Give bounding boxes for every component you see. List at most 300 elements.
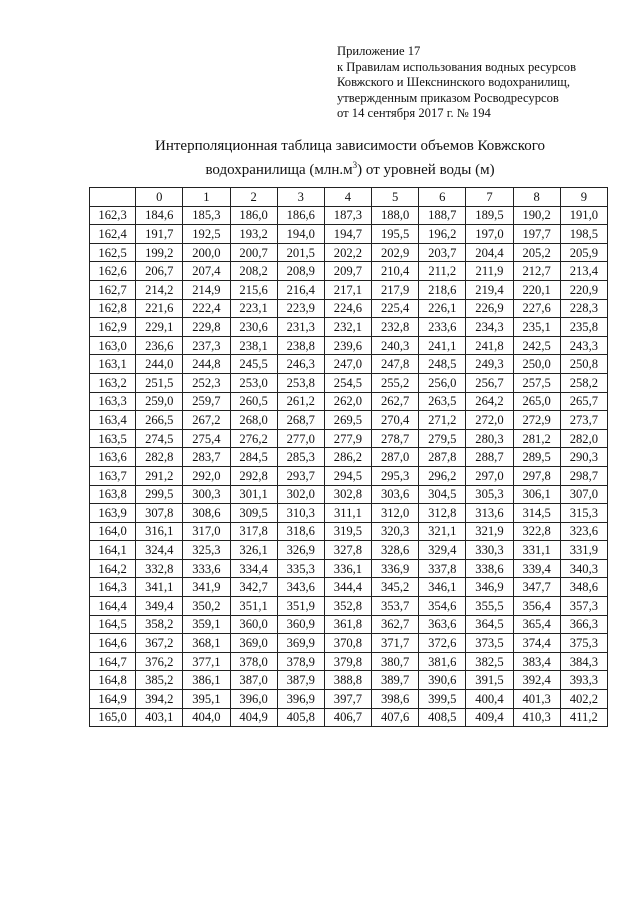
volume-cell: 387,9 <box>277 671 324 690</box>
volume-cell: 262,7 <box>372 392 419 411</box>
volume-cell: 235,8 <box>560 318 607 337</box>
table-row <box>90 578 608 597</box>
volume-cell: 292,8 <box>230 466 277 485</box>
volume-cell: 263,5 <box>419 392 466 411</box>
volume-cell: 201,5 <box>277 243 324 262</box>
volume-cell: 307,8 <box>136 504 183 523</box>
volume-cell: 282,0 <box>560 429 607 448</box>
volume-cell: 290,3 <box>560 448 607 467</box>
volume-cell: 362,7 <box>372 615 419 634</box>
volume-cell: 297,8 <box>513 466 560 485</box>
volume-cell: 287,8 <box>419 448 466 467</box>
volume-cell: 305,3 <box>466 485 513 504</box>
volume-cell: 310,3 <box>277 504 324 523</box>
volume-cell: 241,1 <box>419 336 466 355</box>
volume-cell: 368,1 <box>183 634 230 653</box>
volume-cell: 186,0 <box>230 206 277 225</box>
volume-cell: 336,9 <box>372 559 419 578</box>
volume-cell: 369,0 <box>230 634 277 653</box>
volume-cell: 343,6 <box>277 578 324 597</box>
volume-cell: 351,9 <box>277 597 324 616</box>
volume-cell: 240,3 <box>372 336 419 355</box>
volume-cell: 259,7 <box>183 392 230 411</box>
volume-cell: 354,6 <box>419 597 466 616</box>
volume-cell: 406,7 <box>324 708 371 727</box>
volume-cell: 190,2 <box>513 206 560 225</box>
volume-cell: 298,7 <box>560 466 607 485</box>
volume-cell: 261,2 <box>277 392 324 411</box>
title-line-2-end: ) от уровней воды (м) <box>357 162 495 178</box>
volume-cell: 372,6 <box>419 634 466 653</box>
volume-cell: 268,7 <box>277 411 324 430</box>
volume-cell: 230,6 <box>230 318 277 337</box>
volume-cell: 312,0 <box>372 504 419 523</box>
document-title <box>90 137 610 180</box>
table-row <box>90 243 608 262</box>
volume-cell: 206,7 <box>136 262 183 281</box>
volume-cell: 299,5 <box>136 485 183 504</box>
volume-cell: 184,6 <box>136 206 183 225</box>
volume-cell: 285,3 <box>277 448 324 467</box>
volume-cell: 363,6 <box>419 615 466 634</box>
volume-cell: 277,0 <box>277 429 324 448</box>
volume-cell: 214,9 <box>183 280 230 299</box>
table-row <box>90 671 608 690</box>
volume-cell: 217,9 <box>372 280 419 299</box>
volume-cell: 333,6 <box>183 559 230 578</box>
volume-cell: 308,6 <box>183 504 230 523</box>
water-level-cell: 162,7 <box>90 280 136 299</box>
volume-cell: 389,7 <box>372 671 419 690</box>
volume-cell: 267,2 <box>183 411 230 430</box>
volume-cell: 293,7 <box>277 466 324 485</box>
volume-cell: 396,9 <box>277 690 324 709</box>
volume-cell: 411,2 <box>560 708 607 727</box>
title-line-2-start: водохранилища (млн.м <box>205 162 353 178</box>
volume-cell: 218,6 <box>419 280 466 299</box>
volume-cell: 250,8 <box>560 355 607 374</box>
volume-cell: 269,5 <box>324 411 371 430</box>
volume-cell: 304,5 <box>419 485 466 504</box>
volume-cell: 295,3 <box>372 466 419 485</box>
volume-cell: 315,3 <box>560 504 607 523</box>
volume-cell: 311,1 <box>324 504 371 523</box>
volume-cell: 294,5 <box>324 466 371 485</box>
volume-cell: 370,8 <box>324 634 371 653</box>
volume-cell: 319,5 <box>324 522 371 541</box>
volume-cell: 254,5 <box>324 373 371 392</box>
appendix-line: Ковжского и Шекснинского водохранилищ, <box>337 75 570 90</box>
volume-cell: 291,2 <box>136 466 183 485</box>
volume-cell: 399,5 <box>419 690 466 709</box>
water-level-cell: 163,8 <box>90 485 136 504</box>
title-line-1: Интерполяционная таблица зависимости объемов Ковжского <box>155 138 545 154</box>
volume-cell: 194,0 <box>277 225 324 244</box>
table-row <box>90 466 608 485</box>
cubic-superscript: 3 <box>352 160 358 170</box>
water-level-cell: 162,9 <box>90 318 136 337</box>
volume-cell: 336,1 <box>324 559 371 578</box>
volume-cell: 245,5 <box>230 355 277 374</box>
table-body <box>90 188 608 727</box>
volume-cell: 259,0 <box>136 392 183 411</box>
volume-cell: 388,8 <box>324 671 371 690</box>
water-level-cell: 164,7 <box>90 652 136 671</box>
volume-cell: 194,7 <box>324 225 371 244</box>
water-level-cell: 162,4 <box>90 225 136 244</box>
table-row <box>90 373 608 392</box>
volume-cell: 188,0 <box>372 206 419 225</box>
volume-cell: 306,1 <box>513 485 560 504</box>
volume-cell: 231,3 <box>277 318 324 337</box>
volume-cell: 188,7 <box>419 206 466 225</box>
volume-cell: 191,0 <box>560 206 607 225</box>
volume-cell: 393,3 <box>560 671 607 690</box>
water-level-cell: 163,3 <box>90 392 136 411</box>
volume-cell: 253,0 <box>230 373 277 392</box>
water-level-cell: 162,6 <box>90 262 136 281</box>
volume-cell: 288,7 <box>466 448 513 467</box>
volume-cell: 307,0 <box>560 485 607 504</box>
volume-cell: 274,5 <box>136 429 183 448</box>
volume-cell: 340,3 <box>560 559 607 578</box>
volume-cell: 191,7 <box>136 225 183 244</box>
water-level-cell: 164,1 <box>90 541 136 560</box>
table-row <box>90 597 608 616</box>
table-row <box>90 411 608 430</box>
volume-cell: 223,1 <box>230 299 277 318</box>
volume-cell: 224,6 <box>324 299 371 318</box>
water-level-cell: 163,1 <box>90 355 136 374</box>
volume-cell: 301,1 <box>230 485 277 504</box>
table-row <box>90 355 608 374</box>
volume-cell: 195,5 <box>372 225 419 244</box>
volume-cell: 324,4 <box>136 541 183 560</box>
volume-cell: 198,5 <box>560 225 607 244</box>
water-level-cell: 163,6 <box>90 448 136 467</box>
volume-cell: 234,3 <box>466 318 513 337</box>
volume-cell: 404,9 <box>230 708 277 727</box>
volume-cell: 249,3 <box>466 355 513 374</box>
volume-cell: 211,9 <box>466 262 513 281</box>
volume-cell: 302,8 <box>324 485 371 504</box>
volume-cell: 232,8 <box>372 318 419 337</box>
volume-cell: 408,5 <box>419 708 466 727</box>
volume-cell: 328,6 <box>372 541 419 560</box>
volume-cell: 272,9 <box>513 411 560 430</box>
volume-cell: 392,4 <box>513 671 560 690</box>
volume-cell: 316,1 <box>136 522 183 541</box>
table-row <box>90 690 608 709</box>
volume-cell: 371,7 <box>372 634 419 653</box>
volume-cell: 220,1 <box>513 280 560 299</box>
water-level-cell: 164,0 <box>90 522 136 541</box>
volume-cell: 205,9 <box>560 243 607 262</box>
appendix-header <box>337 44 627 122</box>
volume-cell: 272,0 <box>466 411 513 430</box>
corner-cell <box>90 188 136 207</box>
volume-cell: 275,4 <box>183 429 230 448</box>
volume-cell: 185,3 <box>183 206 230 225</box>
volume-cell: 238,1 <box>230 336 277 355</box>
volume-cell: 356,4 <box>513 597 560 616</box>
volume-cell: 278,7 <box>372 429 419 448</box>
volume-cell: 296,2 <box>419 466 466 485</box>
volume-cell: 359,1 <box>183 615 230 634</box>
table-row <box>90 559 608 578</box>
volume-cell: 401,3 <box>513 690 560 709</box>
volume-cell: 270,4 <box>372 411 419 430</box>
water-level-cell: 165,0 <box>90 708 136 727</box>
volume-cell: 360,0 <box>230 615 277 634</box>
volume-cell: 246,3 <box>277 355 324 374</box>
volume-cell: 266,5 <box>136 411 183 430</box>
volume-cell: 402,2 <box>560 690 607 709</box>
volume-cell: 302,0 <box>277 485 324 504</box>
water-level-cell: 164,5 <box>90 615 136 634</box>
volume-cell: 287,0 <box>372 448 419 467</box>
water-level-cell: 164,8 <box>90 671 136 690</box>
water-level-cell: 162,3 <box>90 206 136 225</box>
volume-cell: 331,1 <box>513 541 560 560</box>
volume-cell: 378,0 <box>230 652 277 671</box>
volume-cell: 327,8 <box>324 541 371 560</box>
volume-cell: 292,0 <box>183 466 230 485</box>
volume-cell: 297,0 <box>466 466 513 485</box>
volume-cell: 239,6 <box>324 336 371 355</box>
volume-cell: 202,9 <box>372 243 419 262</box>
volume-cell: 219,4 <box>466 280 513 299</box>
volume-cell: 321,9 <box>466 522 513 541</box>
water-level-cell: 164,6 <box>90 634 136 653</box>
volume-cell: 247,0 <box>324 355 371 374</box>
volume-cell: 222,4 <box>183 299 230 318</box>
volume-cell: 229,8 <box>183 318 230 337</box>
water-level-cell: 164,9 <box>90 690 136 709</box>
volume-cell: 257,5 <box>513 373 560 392</box>
volume-cell: 365,4 <box>513 615 560 634</box>
table-row <box>90 299 608 318</box>
water-level-cell: 162,5 <box>90 243 136 262</box>
table-row <box>90 318 608 337</box>
volume-cell: 202,2 <box>324 243 371 262</box>
volume-cell: 199,2 <box>136 243 183 262</box>
table-row <box>90 336 608 355</box>
volume-cell: 410,3 <box>513 708 560 727</box>
volume-cell: 317,8 <box>230 522 277 541</box>
volume-cell: 203,7 <box>419 243 466 262</box>
water-level-cell: 164,2 <box>90 559 136 578</box>
volume-cell: 313,6 <box>466 504 513 523</box>
volume-cell: 314,5 <box>513 504 560 523</box>
volume-cell: 243,3 <box>560 336 607 355</box>
volume-cell: 300,3 <box>183 485 230 504</box>
volume-cell: 317,0 <box>183 522 230 541</box>
volume-cell: 210,4 <box>372 262 419 281</box>
table-row <box>90 522 608 541</box>
volume-cell: 280,3 <box>466 429 513 448</box>
water-level-cell: 163,2 <box>90 373 136 392</box>
volume-cell: 349,4 <box>136 597 183 616</box>
volume-cell: 404,0 <box>183 708 230 727</box>
table-row <box>90 485 608 504</box>
table-row <box>90 634 608 653</box>
volume-cell: 220,9 <box>560 280 607 299</box>
column-header: 9 <box>560 188 607 207</box>
water-level-cell: 162,8 <box>90 299 136 318</box>
volume-cell: 223,9 <box>277 299 324 318</box>
volume-cell: 364,5 <box>466 615 513 634</box>
volume-cell: 376,2 <box>136 652 183 671</box>
volume-cell: 407,6 <box>372 708 419 727</box>
volume-cell: 341,9 <box>183 578 230 597</box>
water-level-cell: 164,4 <box>90 597 136 616</box>
volume-cell: 344,4 <box>324 578 371 597</box>
volume-cell: 215,6 <box>230 280 277 299</box>
column-header: 6 <box>419 188 466 207</box>
volume-cell: 409,4 <box>466 708 513 727</box>
volume-cell: 337,8 <box>419 559 466 578</box>
volume-cell: 260,5 <box>230 392 277 411</box>
volume-cell: 367,2 <box>136 634 183 653</box>
column-header: 4 <box>324 188 371 207</box>
table-row <box>90 504 608 523</box>
volume-cell: 309,5 <box>230 504 277 523</box>
volume-cell: 200,7 <box>230 243 277 262</box>
column-header: 0 <box>136 188 183 207</box>
volume-cell: 244,8 <box>183 355 230 374</box>
volume-cell: 276,2 <box>230 429 277 448</box>
volume-cell: 284,5 <box>230 448 277 467</box>
volume-cell: 227,6 <box>513 299 560 318</box>
volume-cell: 395,1 <box>183 690 230 709</box>
volume-cell: 329,4 <box>419 541 466 560</box>
volume-cell: 375,3 <box>560 634 607 653</box>
volume-cell: 279,5 <box>419 429 466 448</box>
volume-cell: 403,1 <box>136 708 183 727</box>
volume-cell: 265,7 <box>560 392 607 411</box>
water-level-cell: 163,0 <box>90 336 136 355</box>
volume-cell: 350,2 <box>183 597 230 616</box>
volume-cell: 258,2 <box>560 373 607 392</box>
volume-cell: 253,8 <box>277 373 324 392</box>
volume-cell: 386,1 <box>183 671 230 690</box>
volume-cell: 394,2 <box>136 690 183 709</box>
volume-cell: 346,9 <box>466 578 513 597</box>
appendix-line: утвержденным приказом Росводресурсов <box>337 90 559 105</box>
volume-cell: 255,2 <box>372 373 419 392</box>
volume-cell: 189,5 <box>466 206 513 225</box>
volume-cell: 384,3 <box>560 652 607 671</box>
volume-cell: 200,0 <box>183 243 230 262</box>
volume-cell: 248,5 <box>419 355 466 374</box>
volume-cell: 335,3 <box>277 559 324 578</box>
volume-cell: 312,8 <box>419 504 466 523</box>
volume-cell: 265,0 <box>513 392 560 411</box>
volume-cell: 360,9 <box>277 615 324 634</box>
table-row <box>90 392 608 411</box>
volume-cell: 387,0 <box>230 671 277 690</box>
column-header: 5 <box>372 188 419 207</box>
volume-cell: 196,2 <box>419 225 466 244</box>
volume-cell: 341,1 <box>136 578 183 597</box>
volume-cell: 208,2 <box>230 262 277 281</box>
volume-cell: 353,7 <box>372 597 419 616</box>
volume-cell: 361,8 <box>324 615 371 634</box>
volume-cell: 377,1 <box>183 652 230 671</box>
volume-cell: 391,5 <box>466 671 513 690</box>
volume-cell: 331,9 <box>560 541 607 560</box>
volume-cell: 352,8 <box>324 597 371 616</box>
volume-cell: 250,0 <box>513 355 560 374</box>
volume-cell: 242,5 <box>513 336 560 355</box>
volume-cell: 318,6 <box>277 522 324 541</box>
table-row <box>90 280 608 299</box>
volume-cell: 381,6 <box>419 652 466 671</box>
volume-cell: 197,7 <box>513 225 560 244</box>
column-header: 1 <box>183 188 230 207</box>
volume-cell: 268,0 <box>230 411 277 430</box>
volume-cell: 247,8 <box>372 355 419 374</box>
water-level-cell: 163,5 <box>90 429 136 448</box>
volume-cell: 193,2 <box>230 225 277 244</box>
volume-cell: 342,7 <box>230 578 277 597</box>
volume-cell: 303,6 <box>372 485 419 504</box>
volume-cell: 226,9 <box>466 299 513 318</box>
volume-cell: 330,3 <box>466 541 513 560</box>
volume-cell: 379,8 <box>324 652 371 671</box>
interpolation-table <box>89 187 608 727</box>
volume-cell: 374,4 <box>513 634 560 653</box>
volume-cell: 358,2 <box>136 615 183 634</box>
volume-cell: 251,5 <box>136 373 183 392</box>
volume-cell: 405,8 <box>277 708 324 727</box>
volume-cell: 332,8 <box>136 559 183 578</box>
volume-cell: 241,8 <box>466 336 513 355</box>
volume-cell: 373,5 <box>466 634 513 653</box>
volume-cell: 229,1 <box>136 318 183 337</box>
volume-cell: 351,1 <box>230 597 277 616</box>
volume-cell: 228,3 <box>560 299 607 318</box>
volume-cell: 346,1 <box>419 578 466 597</box>
table-row <box>90 615 608 634</box>
volume-cell: 256,0 <box>419 373 466 392</box>
volume-cell: 355,5 <box>466 597 513 616</box>
volume-cell: 383,4 <box>513 652 560 671</box>
volume-cell: 226,1 <box>419 299 466 318</box>
column-header: 8 <box>513 188 560 207</box>
volume-cell: 378,9 <box>277 652 324 671</box>
volume-cell: 322,8 <box>513 522 560 541</box>
volume-cell: 398,6 <box>372 690 419 709</box>
volume-cell: 197,0 <box>466 225 513 244</box>
volume-cell: 192,5 <box>183 225 230 244</box>
water-level-cell: 163,4 <box>90 411 136 430</box>
volume-cell: 289,5 <box>513 448 560 467</box>
volume-cell: 209,7 <box>324 262 371 281</box>
table-row <box>90 448 608 467</box>
appendix-line: к Правилам использования водных ресурсов <box>337 59 577 74</box>
title-line-2 <box>90 156 610 180</box>
volume-cell: 400,4 <box>466 690 513 709</box>
table-row <box>90 652 608 671</box>
volume-cell: 397,7 <box>324 690 371 709</box>
table-row <box>90 429 608 448</box>
volume-cell: 357,3 <box>560 597 607 616</box>
table-row <box>90 225 608 244</box>
volume-cell: 216,4 <box>277 280 324 299</box>
water-level-cell: 163,7 <box>90 466 136 485</box>
